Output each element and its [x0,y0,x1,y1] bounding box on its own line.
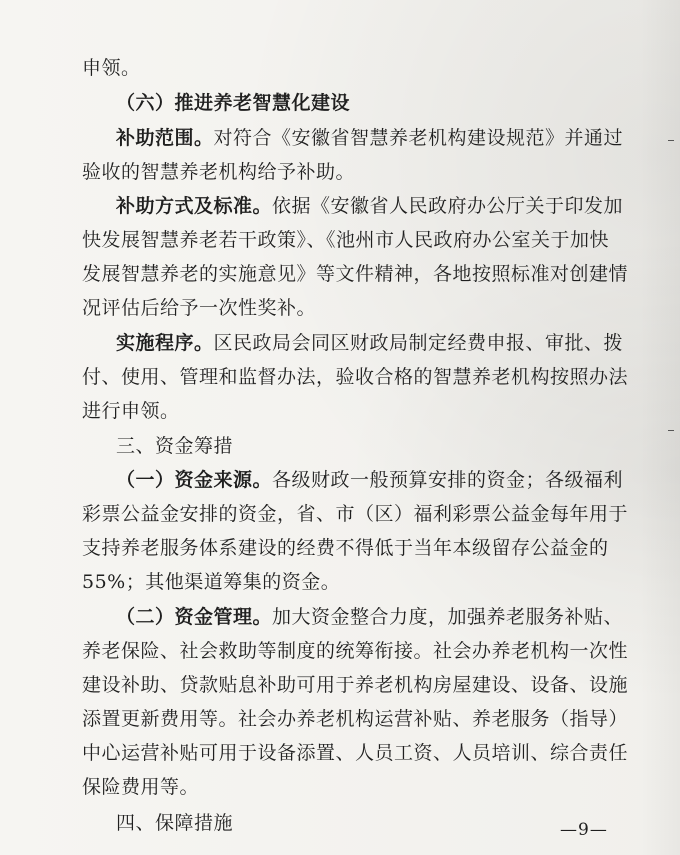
paragraph-line: 况评估后给予一次性奖补。 [82,297,317,319]
paragraph-line: 快发展智慧养老若干政策》、《池州市人民政府办公室关于加快 [82,229,610,251]
section-heading: 三、资金筹措 [116,435,234,457]
page-crease-shadow [640,0,680,855]
section-heading: （六）推进养老智慧化建设 [116,92,351,114]
paragraph-line: 进行申领。 [82,400,180,422]
paragraph-line: 申领。 [82,57,141,79]
paragraph-line [116,194,623,218]
paragraph-line: 添置更新费用等。社会办养老机构运营补贴、养老服务（指导） [82,708,629,730]
paragraph-line: 彩票公益金安排的资金，省、市（区）福利彩票公益金每年用于 [82,503,629,525]
margin-mark [668,140,674,141]
paragraph-text: 对符合《安徽省智慧养老机构建设规范》并通过 [213,127,624,149]
paragraph-line: 支持养老服务体系建设的经费不得低于当年本级留存公益金的 [82,537,609,559]
paragraph-line: 付、使用、管理和监督办法，验收合格的智慧养老机构按照办法 [82,366,629,388]
paragraph-line: 验收的智慧养老机构给予补助。 [82,161,356,183]
run-in-heading: （一）资金来源。 [116,469,273,491]
paragraph-text: 加大资金整合力度，加强养老服务补贴、 [272,606,624,628]
margin-mark [668,430,674,431]
run-in-heading: （二）资金管理。 [116,606,273,628]
paragraph-line: 养老保险、社会救助等制度的统筹衔接。社会办养老机构一次性 [82,640,629,662]
page-number: —9— [560,820,608,840]
paragraph-text: 各级财政一般预算安排的资金；各级福利 [272,469,624,491]
run-in-heading: 补助方式及标准。 [116,195,273,217]
paragraph-line [116,605,623,629]
paragraph-text: 依据《安徽省人民政府办公厅关于印发加 [272,195,624,217]
run-in-heading: 补助范围。 [116,127,214,149]
paragraph-line: 保险费用等。 [82,776,200,798]
paragraph-line: 建设补助、贷款贴息补助可用于养老机构房屋建设、设备、设施 [82,674,629,696]
run-in-heading: 实施程序。 [116,332,214,354]
paragraph-line: 55%；其他渠道筹集的资金。 [82,571,341,593]
paragraph-text: 区民政局会同区财政局制定经费申报、审批、拨 [213,332,624,354]
paragraph-line: 发展智慧养老的实施意见》等文件精神，各地按照标准对创建情 [82,263,629,285]
paragraph-line [116,126,623,150]
paragraph-line: 中心运营补贴可用于设备添置、人员工资、人员培训、综合责任 [82,742,629,764]
paragraph-line [116,331,623,355]
paragraph-line [116,468,623,492]
section-heading: 四、保障措施 [116,812,234,834]
